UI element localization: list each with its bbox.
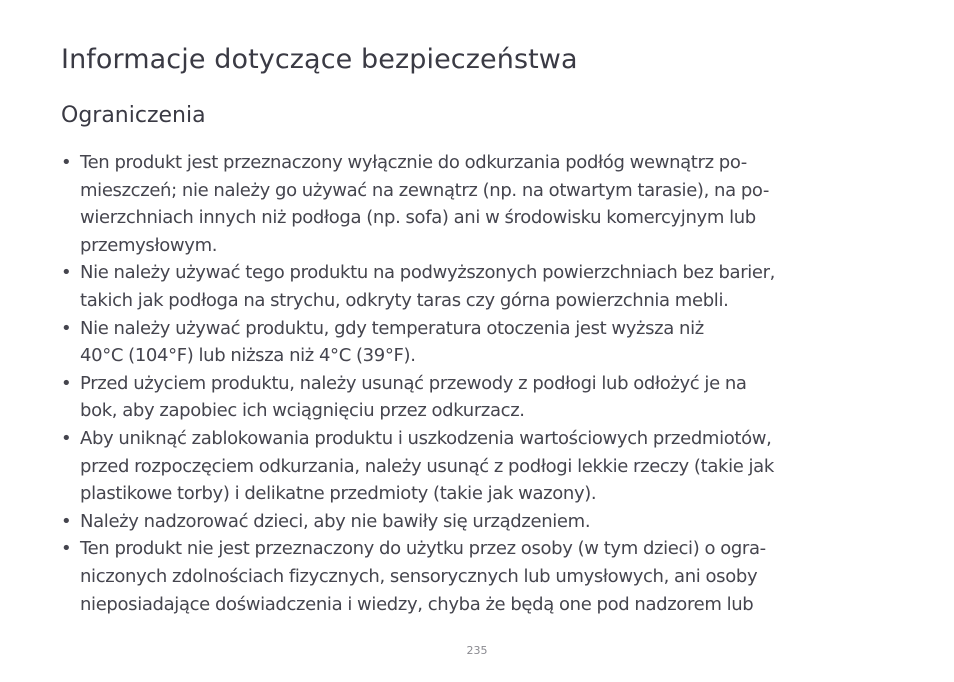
bullet-icon: • — [61, 538, 72, 560]
restrictions-list — [61, 149, 891, 618]
list-item — [61, 508, 891, 536]
item-text-line: wierzchniach innych niż podłoga (np. sofa) ani w środowisku komercyjnym lub — [80, 207, 756, 229]
list-item — [61, 535, 891, 618]
item-text-line: Należy nadzorować dzieci, aby nie bawiły się urządzeniem. — [80, 510, 591, 532]
bullet-icon: • — [61, 262, 72, 284]
list-item — [61, 259, 891, 314]
item-text-line: niczonych zdolnościach fizycznych, sensorycznych lub umysłowych, ani osoby — [80, 565, 758, 587]
item-text-line: nieposiadające doświadczenia i wiedzy, chyba że będą one pod nadzorem lub — [80, 593, 754, 615]
item-text-line: Nie należy używać produktu, gdy temperatura otoczenia jest wyższa niż — [80, 317, 704, 339]
list-item — [61, 370, 891, 425]
bullet-icon: • — [61, 427, 72, 449]
item-text-line: Nie należy używać tego produktu na podwyższonych powierzchniach bez barier, — [80, 262, 776, 284]
item-text-line: 40°C (104°F) lub niższa niż 4°C (39°F). — [80, 345, 416, 367]
item-text-line: przemysłowym. — [80, 234, 218, 256]
item-text-line: mieszczeń; nie należy go używać na zewnątrz (np. na otwartym tarasie), na po- — [80, 179, 770, 201]
item-text-line: takich jak podłoga na strychu, odkryty taras czy górna powierzchnia mebli. — [80, 289, 729, 311]
bullet-icon: • — [61, 372, 72, 394]
item-text-line: Ten produkt nie jest przeznaczony do użytku przez osoby (w tym dzieci) o ogra- — [80, 538, 766, 560]
page-title: Informacje dotyczące bezpieczeństwa — [61, 44, 578, 75]
item-text-line: przed rozpoczęciem odkurzania, należy usunąć z podłogi lekkie rzeczy (takie jak — [80, 455, 774, 477]
page-number: 235 — [466, 644, 488, 657]
item-text-line: plastikowe torby) i delikatne przedmioty (takie jak wazony). — [80, 483, 597, 505]
item-text-line: Aby uniknąć zablokowania produktu i uszkodzenia wartościowych przedmiotów, — [80, 427, 772, 449]
bullet-icon: • — [61, 317, 72, 339]
list-item — [61, 315, 891, 370]
list-item — [61, 425, 891, 508]
section-heading: Ograniczenia — [61, 103, 206, 128]
bullet-icon: • — [61, 510, 72, 532]
item-text-line: bok, aby zapobiec ich wciągnięciu przez odkurzacz. — [80, 400, 525, 422]
list-item — [61, 149, 891, 259]
item-text-line: Przed użyciem produktu, należy usunąć przewody z podłogi lub odłożyć je na — [80, 372, 747, 394]
bullet-icon: • — [61, 152, 72, 173]
item-text-line: Ten produkt jest przeznaczony wyłącznie do odkurzania podłóg wewnątrz po- — [80, 152, 747, 173]
